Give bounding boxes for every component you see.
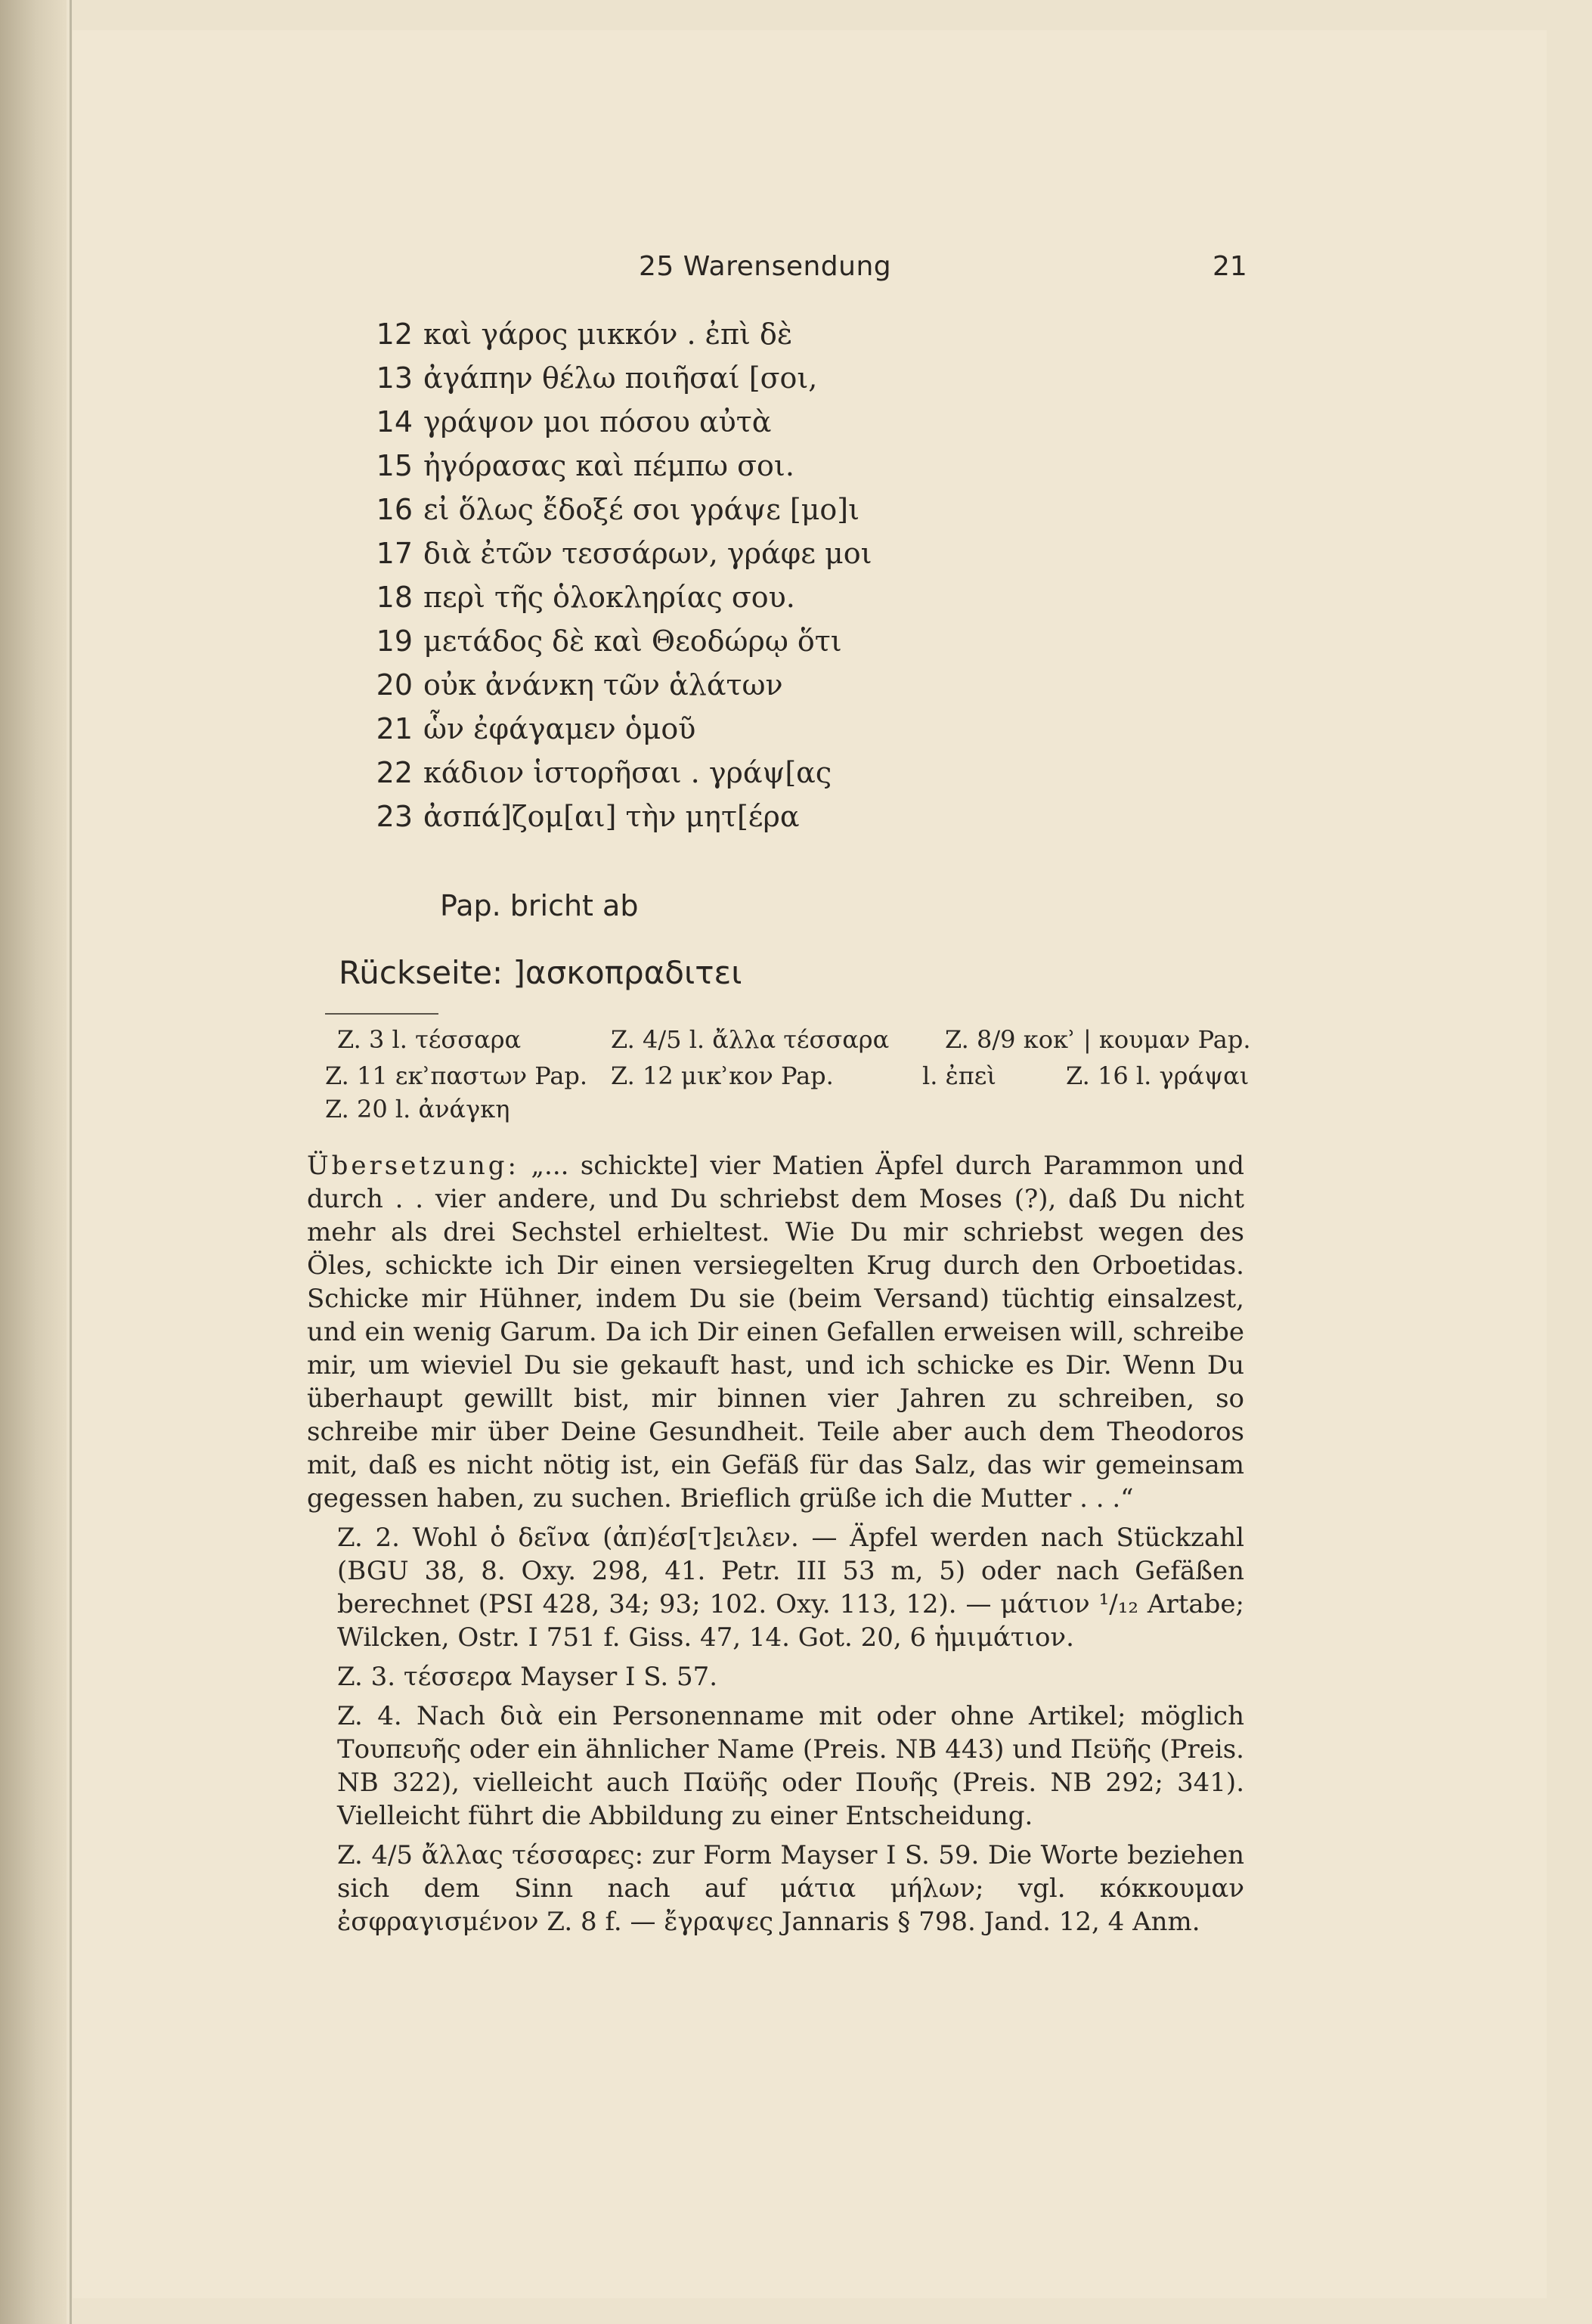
book-gutter: [0, 0, 67, 2324]
commentary-paragraph: Z. 2. Wohl ὁ δεῖνα (ἀπ)έσ[τ]ειλεν. — Äpfel werden nach Stückzahl (BGU 38, 8. Oxy. 298, 41. Petr. III 53 m, 5) oder nach Gefäßen berechnet (PSI 428, 34; 93; 102. Oxy. 113, 12). — μάτιον ¹/₁₂ Artabe; Wilcken, Ostr. I 751 f. Giss. 47, 14. Got. 20, 6 ἡμιμάτιον.: [337, 1523, 1244, 1653]
apparatus-note: l. ἐπεὶ: [922, 1061, 996, 1090]
line-text: ἀσπά]ζομ[αι] τὴν μητ[έρα: [423, 800, 800, 833]
line-text: περὶ τῆς ὁλοκληρίας σου.: [423, 581, 795, 614]
line-text: ἠγόρασας καὶ πέμπω σοι.: [423, 449, 794, 482]
line-number: 23: [376, 800, 413, 833]
line-number: 14: [376, 405, 413, 438]
papyrus-note: Pap. bricht ab: [440, 889, 639, 922]
line-number: 13: [376, 361, 413, 395]
apparatus-note: Z. 12 μικʾκον Pap.: [611, 1061, 834, 1090]
line-text: καὶ γάρος μικκόν . ἐπὶ δὲ: [423, 318, 793, 351]
line-text: εἰ ὅλως ἔδοξέ σοι γράψε [μο]ι: [423, 493, 860, 526]
line-text: γράψον μοι πόσου αὐτὰ: [423, 405, 772, 438]
line-number: 12: [376, 318, 413, 351]
line-number: 15: [376, 449, 413, 482]
commentary-paragraph: Z. 3. τέσσερα Mayser I S. 57.: [337, 1662, 718, 1692]
apparatus-note: Z. 16 l. γράψαι: [1066, 1061, 1250, 1090]
line-number: 20: [376, 668, 413, 702]
apparatus-note: Z. 11 εκʾπαστων Pap.: [325, 1061, 588, 1090]
line-number: 21: [376, 712, 413, 745]
translation-paragraph: [307, 1149, 1244, 1515]
page-number: 21: [1213, 251, 1247, 282]
running-head: 25 Warensendung: [639, 251, 892, 282]
line-number: 17: [376, 537, 413, 570]
apparatus-note: Z. 8/9 κοκʾ | κουμαν Pap.: [945, 1025, 1251, 1054]
line-text: κάδιον ἱστορῆσαι . γράψ[ας: [423, 756, 832, 789]
translation-text: „... schickte] vier Matien Äpfel durch Parammon und durch . . vier andere, und Du schriebst dem Moses (?), daß Du nicht mehr als drei Sechstel erhieltest. Wie Du mir schriebst wegen des Öles, schickte ich Dir einen versiegelten Krug durch den Orboetidas. Schicke mir Hühner, indem Du sie (beim Versand) tüchtig einsalzest, und ein wenig Garum. Da ich Dir einen Gefallen erweisen will, schreibe mir, um wieviel Du sie gekauft hast, und ich schicke es Dir. Wenn Du überhaupt gewillt bist, mir binnen vier Jahren zu schreiben, so schreibe mir über Deine Gesundheit. Teile aber auch dem Theodoros mit, daß es nicht nötig ist, ein Gefäß für das Salz, das wir gemeinsam gegessen haben, zu suchen. Brieflich grüße ich die Mutter . . .“: [307, 1151, 1245, 1514]
apparatus-note: Z. 4/5 l. ἄλλα τέσσαρα: [611, 1025, 890, 1054]
footnote-rule: [325, 1013, 438, 1015]
line-number: 22: [376, 756, 413, 789]
body-text: [307, 1149, 1244, 1944]
commentary-paragraph: Z. 4. Nach διὰ ein Personenname mit oder ohne Artikel; möglich Τουπευῆς oder ein ähnlicher Name (Preis. NB 443) und Πεϋῆς (Preis. NB 322), vielleicht auch Παϋῆς oder Πουῆς (Preis. NB 292; 341). Vielleicht führt die Abbildung zu einer Entscheidung.: [337, 1701, 1244, 1831]
gutter-edge: [70, 0, 72, 2324]
line-number: 16: [376, 493, 413, 526]
line-text: ὧν ἐφάγαμεν ὁμοῦ: [423, 712, 696, 745]
line-text: ἀγάπην θέλω ποιῆσαί [σοι,: [423, 361, 818, 395]
verso-line: Rückseite: ]ασκοπραδιτει: [339, 954, 742, 991]
line-text: μετάδος δὲ καὶ Θεοδώρῳ ὅτι: [423, 624, 842, 658]
apparatus-note: Z. 20 l. ἀνάγκη: [325, 1095, 510, 1123]
line-text: οὐκ ἀνάνκη τῶν ἁλάτων: [423, 668, 783, 702]
line-number: 18: [376, 581, 413, 614]
line-text: διὰ ἐτῶν τεσσάρων, γράφε μοι: [423, 537, 872, 570]
line-number: 19: [376, 624, 413, 658]
commentary-paragraph: Z. 4/5 ἄλλας τέσσαρες: zur Form Mayser I S. 59. Die Worte beziehen sich dem Sinn nach auf μάτια μήλων; vgl. κόκκουμαν ἐσφραγισμένον Z. 8 f. — ἔγραψες Jannaris § 798. Jand. 12, 4 Anm.: [337, 1840, 1244, 1937]
apparatus-note: Z. 3 l. τέσσαρα: [337, 1025, 522, 1054]
translation-label: Übersetzung:: [307, 1151, 519, 1181]
